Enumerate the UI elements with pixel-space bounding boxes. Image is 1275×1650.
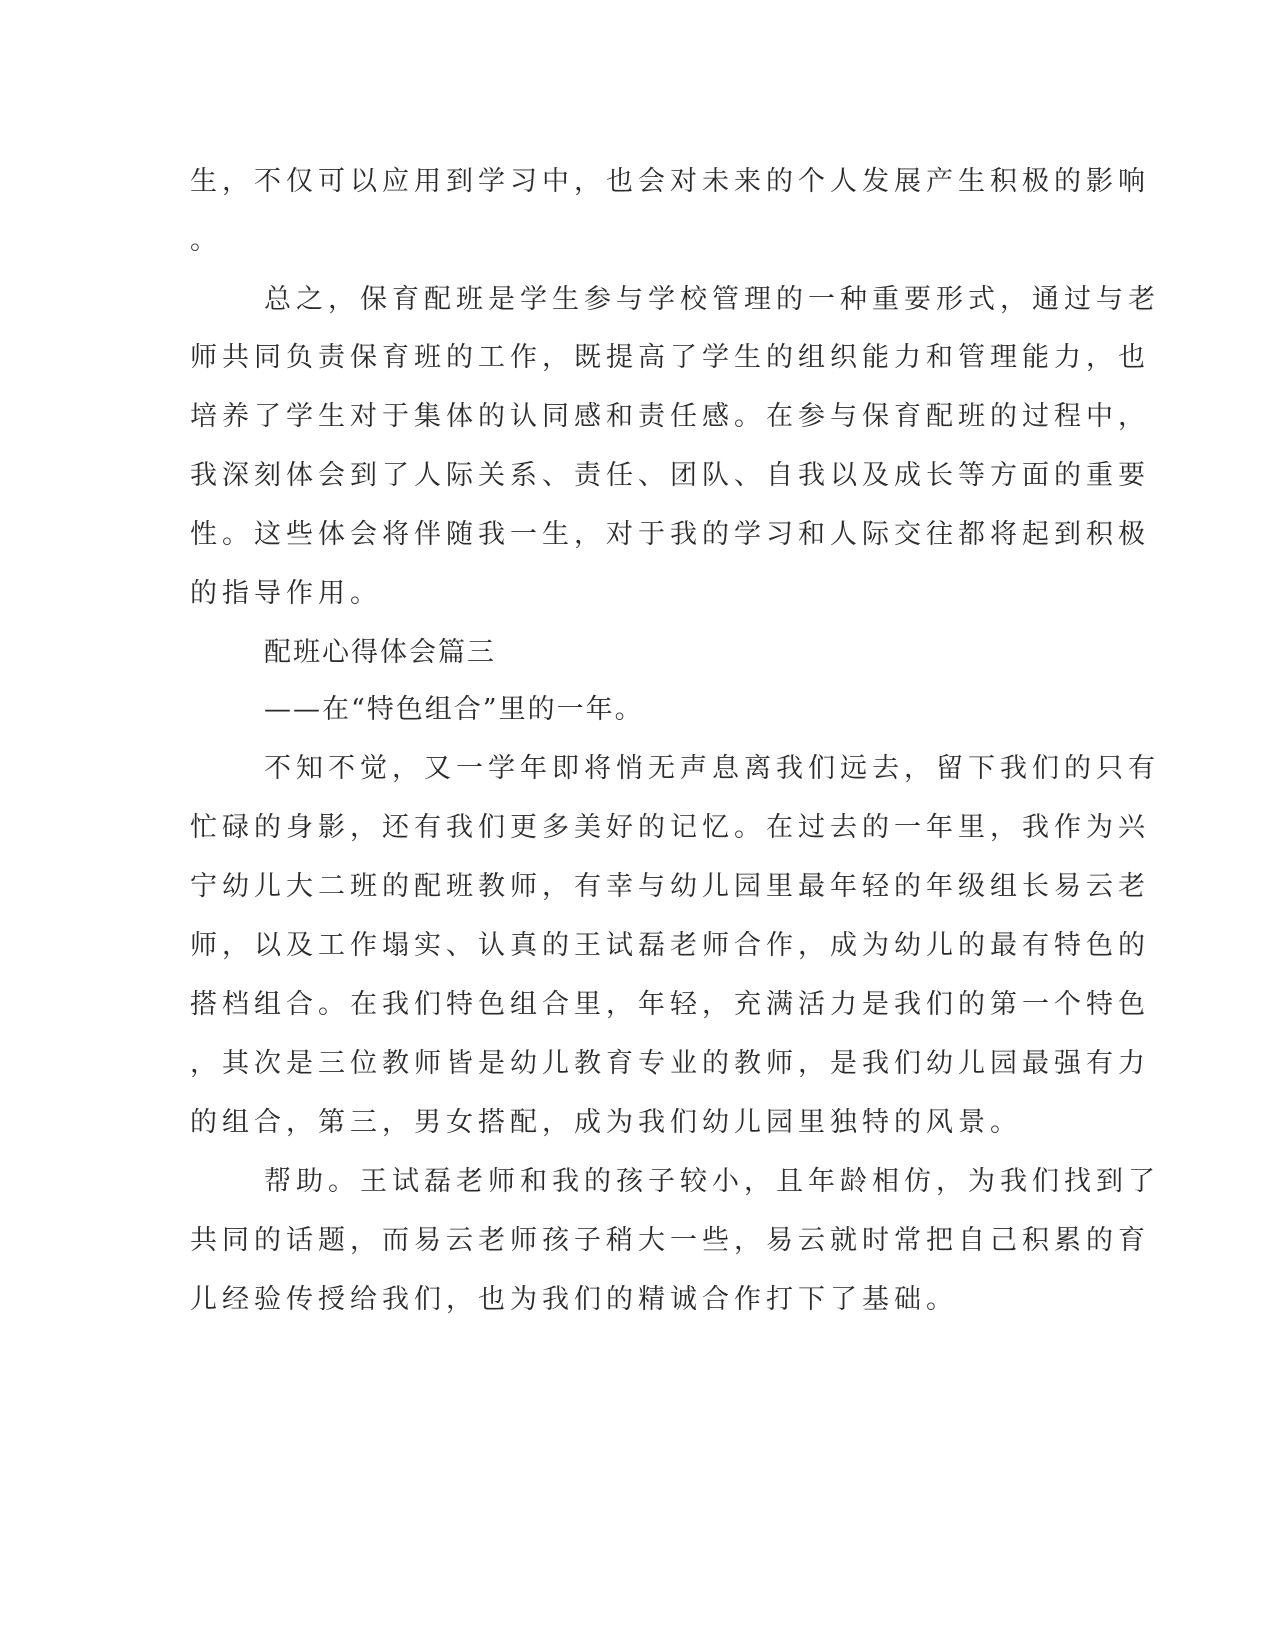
paragraph-start: 不知不觉，又一学年即将悄无声息离我们远去，留下我们的只有 xyxy=(264,753,1160,784)
text-line: 。 xyxy=(190,225,222,256)
text-line: 师，以及工作塌实、认真的王试磊老师合作，成为幼儿的最有特色的 xyxy=(190,930,1150,961)
text-line: 我深刻体会到了人际关系、责任、团队、自我以及成长等方面的重要 xyxy=(190,460,1150,491)
text-line: ，其次是三位教师皆是幼儿教育专业的教师，是我们幼儿园最强有力 xyxy=(190,1048,1150,1079)
section-heading: 配班心得体会篇三 xyxy=(264,637,496,668)
text-line: 的组合，第三，男女搭配，成为我们幼儿园里独特的风景。 xyxy=(190,1107,1022,1138)
text-line: 的指导作用。 xyxy=(190,578,382,609)
text-line: 性。这些体会将伴随我一生，对于我的学习和人际交往都将起到积极 xyxy=(190,519,1150,550)
text-line: 搭档组合。在我们特色组合里，年轻，充满活力是我们的第一个特色 xyxy=(190,989,1150,1020)
text-line: 宁幼儿大二班的配班教师，有幸与幼儿园里最年轻的年级组长易云老 xyxy=(190,871,1150,902)
section-subtitle: ——在“特色组合”里的一年。 xyxy=(264,694,644,725)
text-line: 共同的话题，而易云老师孩子稍大一些，易云就时常把自己积累的育 xyxy=(190,1225,1150,1256)
paragraph-start: 帮助。王试磊老师和我的孩子较小，且年龄相仿，为我们找到了 xyxy=(264,1166,1160,1197)
text-line: 生，不仅可以应用到学习中，也会对未来的个人发展产生积极的影响 xyxy=(190,166,1150,197)
paragraph-start: 总之，保育配班是学生参与学校管理的一种重要形式，通过与老 xyxy=(264,284,1160,315)
text-line: 培养了学生对于集体的认同感和责任感。在参与保育配班的过程中， xyxy=(190,401,1150,432)
text-line: 儿经验传授给我们，也为我们的精诚合作打下了基础。 xyxy=(190,1284,958,1315)
text-line: 忙碌的身影，还有我们更多美好的记忆。在过去的一年里，我作为兴 xyxy=(190,812,1150,843)
text-line: 师共同负责保育班的工作，既提高了学生的组织能力和管理能力，也 xyxy=(190,342,1150,373)
